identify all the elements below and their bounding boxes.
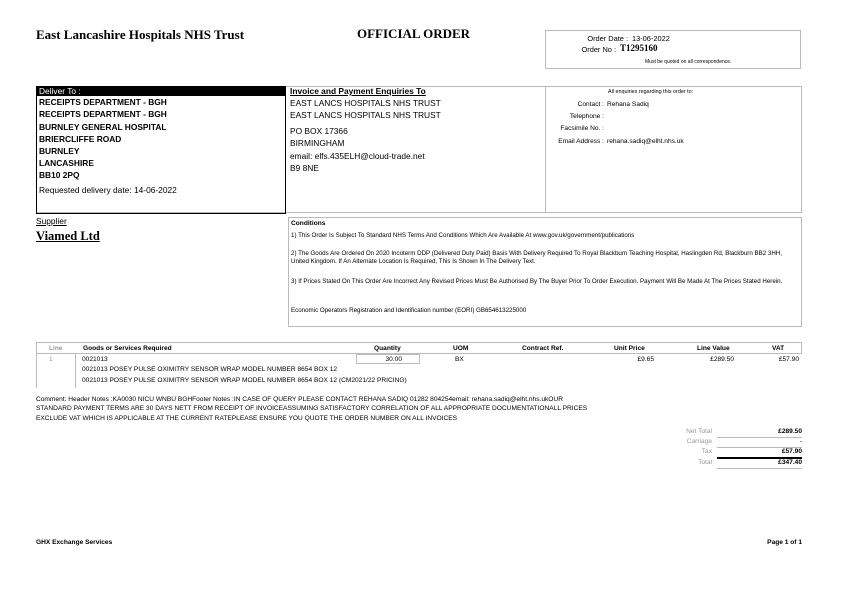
order-info-box — [545, 30, 801, 69]
footer-page-number: Page 1 of 1 — [767, 539, 802, 546]
requested-delivery-date: Requested delivery date: 14-06-2022 — [39, 185, 177, 195]
document-title: OFFICIAL ORDER — [357, 26, 471, 41]
col-vat: VAT — [772, 345, 785, 352]
deliver-line: BURNLEY — [39, 146, 80, 156]
col-uom: UOM — [453, 345, 469, 352]
net-total-value: £289.50 — [778, 428, 802, 435]
carriage-label: Carriage — [686, 438, 712, 445]
row-description-extended: 0021013 POSEY PULSE OXIMITRY SENSOR WRAP MODEL NUMBER 8654 BOX 12 (CM2021/22 PRICING) — [82, 377, 407, 384]
row-line-number: 1 — [49, 356, 53, 363]
col-contract: Contract Ref. — [522, 345, 564, 352]
row-line-value: £289.50 — [710, 356, 734, 363]
col-line-value: Line Value — [697, 345, 730, 352]
comment-line: Comment: Header Notes :KA0030 NICU WNBU BGHFooter Notes :IN CASE OF QUERY PLEASE CONTACT REHANA SADIQ 01282 804254email: rehana.sadiq@elht.nhs.ukOUR — [36, 396, 563, 403]
line-cell — [36, 354, 76, 388]
supplier-name: Viamed Ltd — [36, 229, 100, 243]
invoice-email: email: elfs.435ELH@cloud-trade.net — [290, 151, 425, 161]
col-unit-price: Unit Price — [614, 345, 645, 352]
contact-label: Contact : — [577, 101, 604, 108]
total-label: Total — [698, 459, 712, 466]
supplier-heading: Supplier — [36, 216, 67, 226]
deliver-to-box — [36, 86, 286, 214]
tax-label: Tax — [701, 448, 712, 455]
deliver-line: BRIERCLIFFE ROAD — [39, 134, 122, 144]
row-uom: BX — [455, 356, 464, 363]
total-value: £347.40 — [778, 459, 802, 466]
table-header — [36, 342, 802, 354]
condition-item: 1) This Order Is Subject To Standard NHS Terms And Conditions Which Are Available At www.gov.uk/government/publications — [291, 232, 635, 239]
deliver-line: RECEIPTS DEPARTMENT - BGH — [39, 109, 167, 119]
conditions-heading: Conditions — [291, 220, 326, 227]
comment-line: STANDARD PAYMENT TERMS ARE 30 DAYS NETT FROM RECEIPT OF INVOICEASSUMING SATISFACTORY CORRELATION OF ALL APPROPRIATE DOCUMENTATIONALL PRICES — [36, 405, 588, 412]
comment-line: EXCLUDE VAT WHICH IS APPLICABLE AT THE CURRENT RATEPLEASE ENSURE YOU QUOTE THE ORDER NUMBER ON ALL INVOICES — [36, 415, 457, 422]
tax-value: £57.90 — [781, 448, 802, 455]
order-number-label: Order No : — [581, 45, 616, 54]
eori-number: Economic Operators Registration and Identification number (EORI) GB654613225000 — [291, 307, 527, 314]
col-quantity: Quantity — [374, 345, 401, 352]
col-goods: Goods or Services Required — [83, 345, 172, 352]
row-quantity: 30.00 — [385, 356, 402, 363]
address-divider — [545, 86, 546, 213]
conditions-box — [288, 217, 802, 327]
carriage-value: - — [799, 438, 802, 445]
condition-item: 2) The Goods Are Ordered On 2020 Incoterm DDP (Delivered Duty Paid) Basis With Delivery Required To Royal Blackburn Teaching Hospital, Haslingden Rd, Blackburn BB2 3HH, United Kingdom. If An Alternate Location Is Required, This Is Shown In The Delivery Text. — [291, 250, 782, 265]
invoice-postcode: B9 8NE — [290, 163, 319, 173]
facsimile-label: Facsimile No. : — [560, 125, 604, 132]
email-label: Email Address : — [558, 138, 604, 145]
order-date: 13-06-2022 — [632, 34, 670, 43]
deliver-line: BB10 2PQ — [39, 170, 80, 180]
invoice-line: PO BOX 17366 — [290, 126, 348, 136]
invoice-line: EAST LANCS HOSPITALS NHS TRUST — [290, 110, 441, 120]
trust-name: East Lancashire Hospitals NHS Trust — [36, 27, 245, 42]
invoice-line: EAST LANCS HOSPITALS NHS TRUST — [290, 98, 441, 108]
condition-item: 3) If Prices Stated On This Order Are Incorrect Any Revised Prices Must Be Authorised By The Buyer Prior To Order Execution. Payment Will Be Made At The Prices Stated Herein. — [291, 278, 783, 285]
row-vat: £57.90 — [778, 356, 799, 363]
order-date-label: Order Date : — [587, 34, 628, 43]
contact-name: Rehana Sadiq — [607, 101, 649, 108]
deliver-line: BURNLEY GENERAL HOSPITAL — [39, 122, 167, 132]
order-number: T1295160 — [620, 43, 658, 53]
order-number-note: Must be quoted on all correspondence. — [645, 59, 732, 65]
telephone-label: Telephone : — [569, 113, 604, 120]
deliver-to-heading: Deliver To : — [39, 86, 81, 96]
enquiries-heading: All enquiries regarding this order to: — [608, 89, 694, 95]
footer-service: GHX Exchange Services — [36, 539, 113, 546]
invoice-line: BIRMINGHAM — [290, 138, 345, 148]
deliver-line: LANCASHIRE — [39, 158, 94, 168]
net-total-label: Net Total — [686, 428, 712, 435]
col-line: Line — [49, 345, 63, 352]
invoice-heading: Invoice and Payment Enquiries To — [290, 86, 426, 96]
contact-email: rehana.sadiq@elht.nhs.uk — [607, 138, 684, 145]
deliver-line: RECEIPTS DEPARTMENT - BGH — [39, 97, 167, 107]
table-row — [36, 354, 802, 388]
row-item-code: 0021013 — [82, 356, 108, 363]
row-unit-price: £9.65 — [637, 356, 654, 363]
row-description: 0021013 POSEY PULSE OXIMITRY SENSOR WRAP MODEL NUMBER 8654 BOX 12 — [82, 366, 338, 373]
